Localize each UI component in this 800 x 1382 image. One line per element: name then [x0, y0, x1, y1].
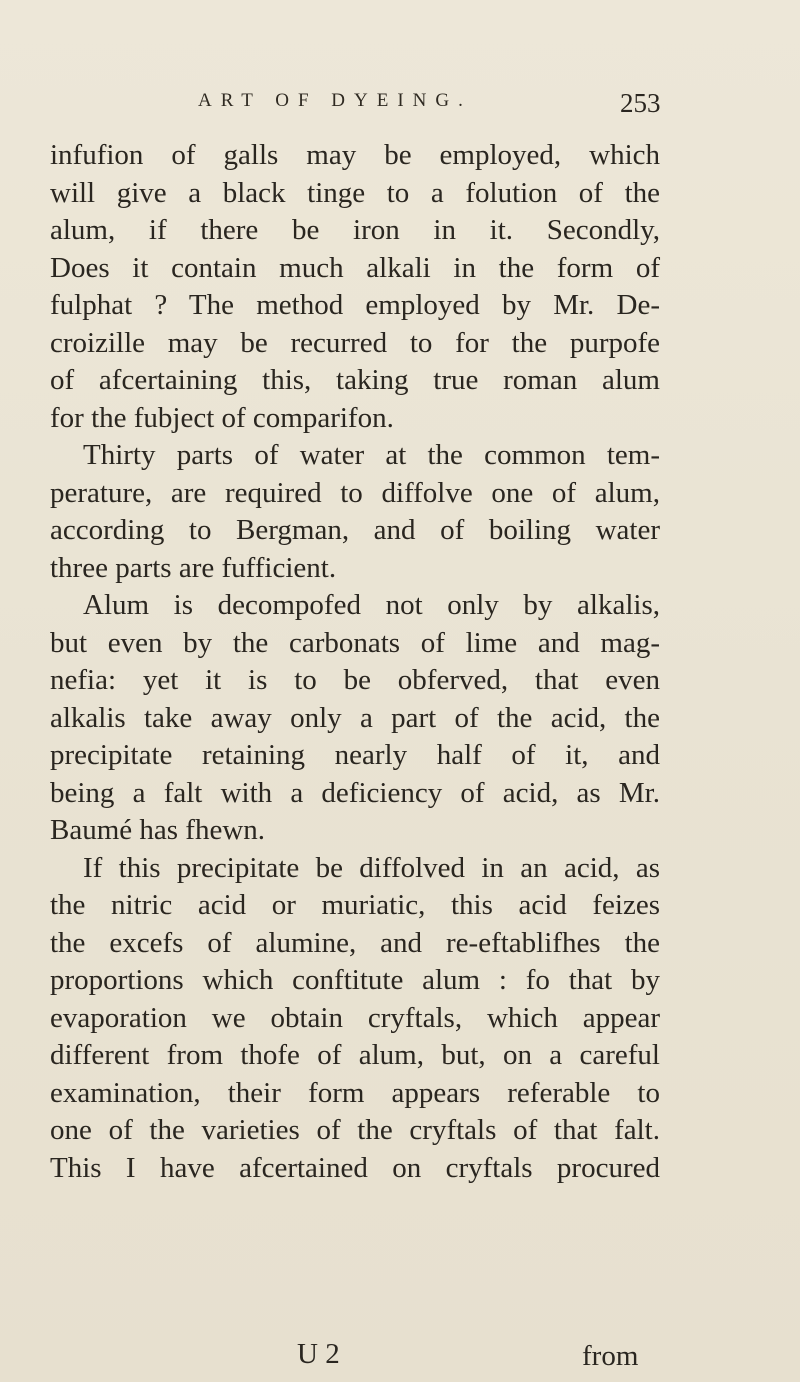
text-line: croizille may be recurred to for the purpofe [50, 326, 660, 359]
text-line: evaporation we obtain cryftals, which appear [50, 1001, 660, 1034]
text-line: Alum is decompofed not only by alkalis, [83, 589, 660, 621]
text-line: three parts are fufficient. [50, 551, 337, 584]
text-line: nefia: yet it is to be obferved, that even [50, 664, 660, 696]
text-line: but even by the carbonats of lime and mag- [50, 626, 660, 659]
text-line: Baumé has fhewn. [50, 814, 266, 846]
text-line: Thirty parts of water at the common tem- [83, 439, 660, 471]
signature-mark: U 2 [297, 1338, 340, 1370]
text-line: the excefs of alumine, and re-eftablifhes the [50, 926, 660, 959]
text-line: alkalis take away only a part of the acid, the [50, 701, 660, 734]
running-title: ART OF DYEING. [198, 90, 472, 111]
text-line: will give a black tinge to a folution of the [50, 176, 660, 209]
text-line: alum, if there be iron in it. Secondly, [50, 214, 660, 246]
text-line: the nitric acid or muriatic, this acid feizes [50, 889, 660, 921]
text-line: Does it contain much alkali in the form of [50, 251, 660, 284]
running-head [0, 88, 800, 124]
text-line: being a falt with a deficiency of acid, as Mr. [50, 776, 660, 809]
body-text [50, 137, 660, 1187]
text-line: of afcertaining this, taking true roman alum [50, 364, 660, 396]
text-line: This I have afcertained on cryftals procured [50, 1151, 660, 1184]
text-line: infufion of galls may be employed, which [50, 139, 660, 171]
text-line: one of the varieties of the cryftals of that falt. [50, 1114, 660, 1146]
text-line: fulphat ? The method employed by Mr. De- [50, 289, 660, 321]
text-line: If this precipitate be diffolved in an acid, as [83, 851, 660, 884]
page-footer [0, 1338, 800, 1378]
page-number: 253 [620, 88, 661, 118]
catchword: from [582, 1340, 639, 1372]
text-line: for the fubject of comparifon. [50, 401, 394, 434]
text-line: examination, their form appears referable to [50, 1076, 660, 1109]
text-line: according to Bergman, and of boiling water [50, 514, 660, 546]
text-line: precipitate retaining nearly half of it, and [50, 739, 660, 771]
text-line: different from thofe of alum, but, on a careful [50, 1039, 660, 1071]
text-line: perature, are required to diffolve one of alum, [50, 476, 660, 509]
text-line: proportions which conftitute alum : fo that by [50, 964, 660, 996]
